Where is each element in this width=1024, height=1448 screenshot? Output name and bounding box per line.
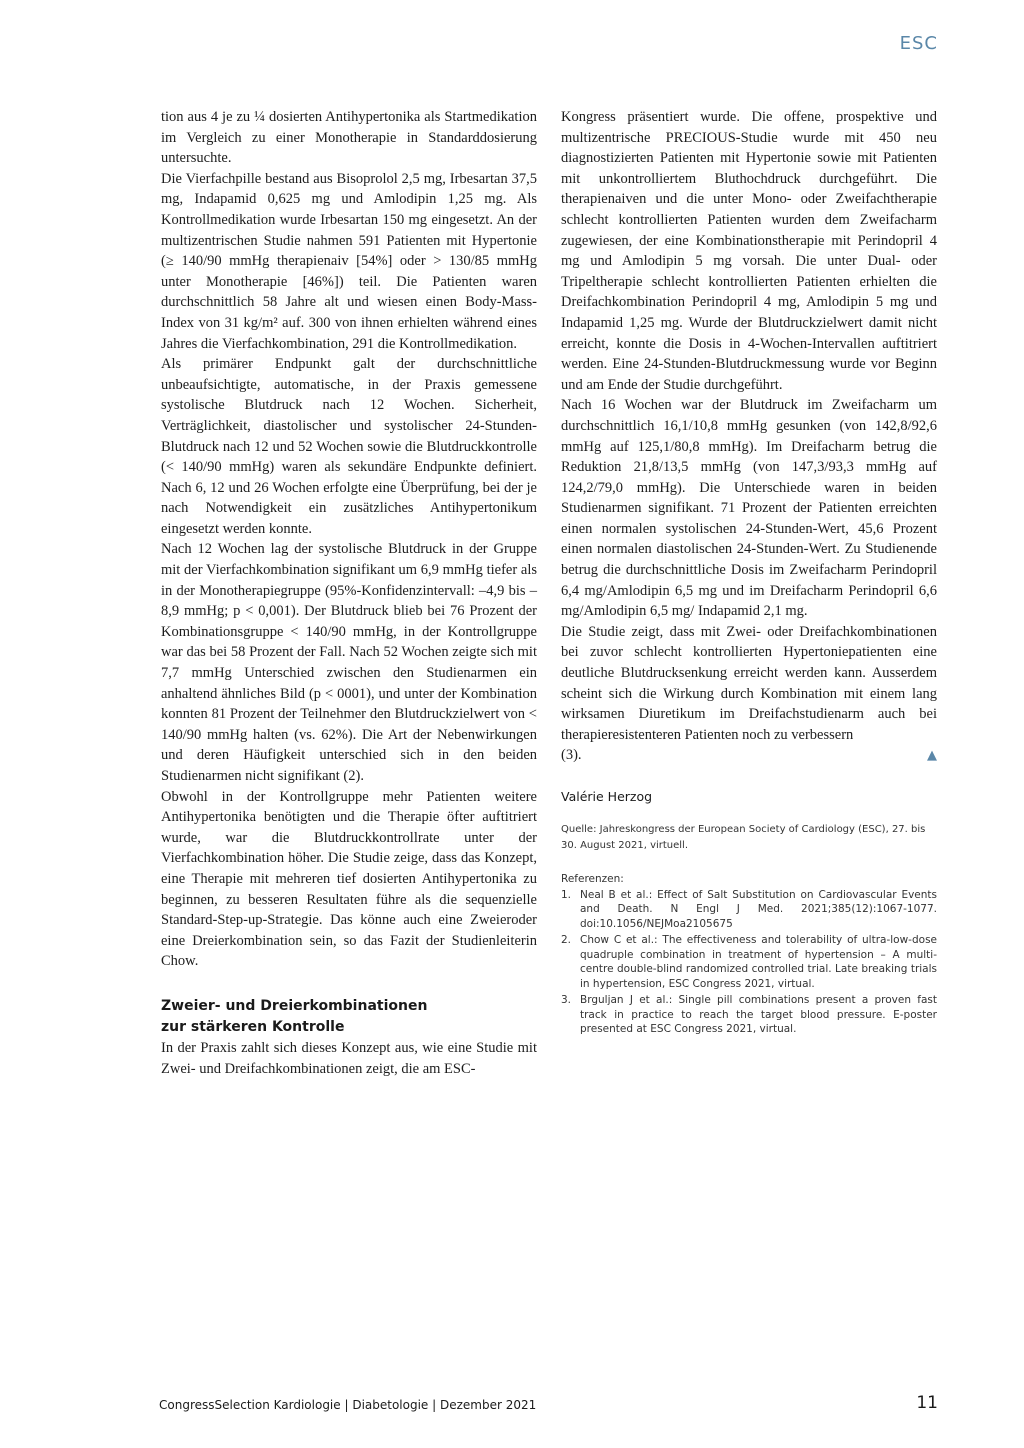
- end-triangle-icon: ▲: [927, 748, 937, 764]
- footer-publication: CongressSelection Kardiologie | Diabetologie | Dezember 2021: [159, 1398, 537, 1412]
- reference-number: 1.: [561, 888, 572, 901]
- closing-last-line: [561, 745, 937, 767]
- paragraph: In der Praxis zahlt sich dieses Konzept aus, wie eine Studie mit Zwei- und Dreifachkombinationen zeigt, die am ESC-: [161, 1039, 537, 1077]
- paragraph: Obwohl in der Kontrollgruppe mehr Patienten weitere Antihypertonika benötigten und die Therapie öfter auftitriert wurde, war die Blutdruckkontrollrate unter der Vierfachkombination höher. Die Studie zeige, dass das Konzept, eine Therapie mit mehreren tief dosierten Antihypertonika zu beginnen, zu besseren Resultaten führe als die sequenzielle Standard-Step-up-Strategie. Das könne auch eine Zweieroder eine Dreierkombination sein, so das Fazit der Studienleiterin Chow.: [161, 788, 537, 970]
- left-column: [161, 107, 537, 1079]
- references-title: Referenzen:: [561, 872, 624, 885]
- reference-text: Neal B et al.: Effect of Salt Substitution on Cardiovascular Events and Death. N Engl J Med. 2021;385(12):1067-1077. doi:10.1056/NEJMoa2105675: [580, 888, 937, 930]
- reference-item: [561, 993, 937, 1037]
- page-number: 11: [916, 1393, 938, 1413]
- source-note: Quelle: Jahreskongress der European Society of Cardiology (ESC), 27. bis 30. August 2021, virtuell.: [561, 823, 926, 851]
- reference-item: [561, 888, 937, 932]
- right-column: [561, 107, 937, 1039]
- closing-paragraph: Die Studie zeigt, dass mit Zwei- oder Dreifachkombinationen bei zuvor schlecht kontrollierten Hypertoniepatienten eine deutliche Blutdrucksenkung erreicht werden kann. Ausserdem scheint sich die Wirkung durch Kombination mit einem lang wirksamen Diuretikum im Dreifachstudienarm auch bei therapieresistenteren Patienten noch zu verbessern: [561, 623, 937, 743]
- subheading-line: Zweier- und Dreierkombinationen: [161, 997, 428, 1014]
- reference-number: 2.: [561, 934, 572, 947]
- paragraph: Kongress präsentiert wurde. Die offene, prospektive und multizentrische PRECIOUS-Studie wurde mit 450 neu diagnostizierten Patienten mit Hypertonie sowie mit Patienten mit unkontrolliertem Bluthochdruck durchgeführt. Die therapienaiven und die unter Mono- oder Zweifachtherapie schlecht kontrollierten Patienten wurden dem Zweifacharm zugewiesen, der eine Kombinationstherapie mit Perindopril 4 mg und Amlodipin 5 mg vorsah. Die unter Dual- oder Tripeltherapie schlecht kontrollierten Patienten erhielten die Dreifachkombination Perindopril 4 mg, Amlodipin 5 mg und Indapamid 1,25 mg. Wurde der Blutdruckzielwert damit nicht erreicht, konnte die Dosis in 4-Wochen-Intervallen auftitriert werden. Eine 24-Stunden-Blutdruckmessung wurde vor Beginn und am Ende der Studie durchgeführt.: [561, 109, 937, 393]
- section-tag: ESC: [899, 33, 938, 54]
- closing-citation: (3).: [561, 747, 582, 764]
- reference-number: 3.: [561, 994, 572, 1007]
- paragraph: Nach 12 Wochen lag der systolische Blutdruck in der Gruppe mit der Vierfachkombination signifikant um 6,9 mmHg tiefer als in der Monotherapiegruppe (95%-Konfidenzintervall: –4,9 bis –8,9 mmHg; p < 0,001). Der Blutdruck blieb bei 76 Prozent der Kombinationsgruppe < 140/90 mmHg, in der Kontrollgruppe war das bei 58 Prozent der Fall. Nach 52 Wochen zeigte sich mit 7,7 mmHg Unterschied zwischen den Studienarmen ein anhaltend ähnliches Bild (p < 0001), und unter der Kombination konnten 81 Prozent der Teilnehmer den Blutdruckzielwert von < 140/90 mmHg halten (vs. 62%). Die Art der Nebenwirkungen und deren Häufigkeit unterschied sich in den beiden Studienarmen nicht signifikant (2).: [161, 541, 537, 784]
- paragraph: tion aus 4 je zu ¼ dosierten Antihypertonika als Startmedikation im Vergleich zu einer Monotherapie in Standarddosierung untersuchte.: [161, 109, 537, 167]
- paragraph: Nach 16 Wochen war der Blutdruck im Zweifacharm um durchschnittlich 16,1/10,8 mmHg gesunken (von 142,8/92,6 mmHg auf 125,1/80,8 mmHg). Im Dreifacharm betrug die Reduktion 21,8/13,5 mmHg (von 147,3/93,3 mmHg auf 124,2/79,0 mmHg). Die Unterschiede waren in beiden Studienarmen signifikant. 71 Prozent der Patienten erreichten einen normalen systolischen 24-Stunden-Wert, 45,6 Prozent einen normalen diastolischen 24-Stunden-Wert. Zu Studienende betrug die durchschnittliche Dosis im Zweifacharm Perindopril 6,4 mg/Amlodipin 6,5 mg und im Dreifacharm Perindopril 6,6 mg/Amlodipin 6,5 mg/ Indapamid 2,1 mg.: [561, 397, 937, 620]
- section-subheading: [161, 996, 537, 1038]
- reference-text: Chow C et al.: The effectiveness and tolerability of ultra-low-dose quadruple combination in treatment of hypertension – A multi-centre double-blind randomized controlled trial. Late breaking trials in hypertension, ESC Congress 2021, virtual.: [580, 934, 937, 990]
- paragraph: Als primärer Endpunkt galt der durchschnittliche unbeaufsichtigte, automatische, in der Praxis gemessene systolische Blutdruck nach 12 Wochen. Sicherheit, Verträglichkeit, diastolischer und systolischer 24-Stunden-Blutdruck nach 12 und 52 Wochen sowie die Blutdruckkontrolle (< 140/90 mmHg) waren als sekundäre Endpunkte definiert. Nach 6, 12 und 26 Wochen erfolgte eine Überprüfung, bei der je nach Notwendigkeit ein zusätzliches Antihypertonikum eingesetzt werden konnte.: [161, 356, 537, 537]
- references-list: [561, 888, 937, 1037]
- reference-text: Brguljan J et al.: Single pill combinations present a proven fast track in practice to reach the target blood pressure. E-poster presented at ESC Congress 2021, virtual.: [580, 994, 937, 1036]
- subheading-line: zur stärkeren Kontrolle: [161, 1018, 345, 1035]
- paragraph: Die Vierfachpille bestand aus Bisoprolol 2,5 mg, Irbesartan 37,5 mg, Indapamid 0,625 mg und Amlodipin 1,25 mg. Als Kontrollmedikation wurde Irbesartan 150 mg eingesetzt. An der multizentrischen Studie nahmen 591 Patienten mit Hypertonie (≥ 140/90 mmHg therapienaiv [54%] oder > 130/85 mmHg unter Monotherapie [46%]) teil. Die Patienten waren durchschnittlich 58 Jahre alt und wiesen einen Body-Mass-Index von 31 kg/m² auf. 300 von ihnen erhielten während eines Jahres die Vierfachkombination, 291 die Kontrollmedikation.: [161, 170, 537, 352]
- reference-item: [561, 933, 937, 991]
- author-name: Valérie Herzog: [561, 789, 653, 804]
